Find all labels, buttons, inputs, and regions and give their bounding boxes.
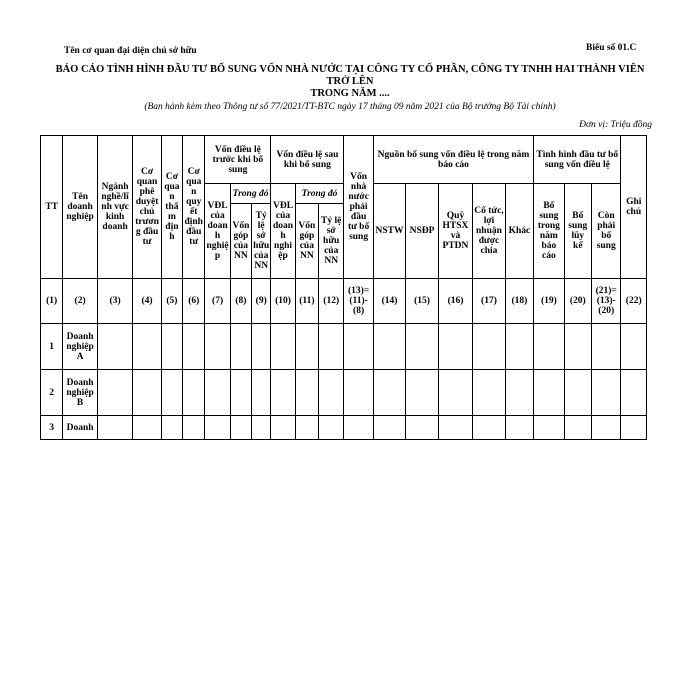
- before-vdl-header: VĐL của doanh nghiệp: [205, 184, 230, 279]
- col-decision-header: Cơ quan quyết định đầu tư: [183, 136, 205, 279]
- after-in-which-header: Trong đó: [295, 184, 344, 204]
- data-cell: [373, 324, 405, 370]
- data-cell: [438, 324, 473, 370]
- col-tt-header: TT: [41, 136, 63, 279]
- col-note-header: Ghi chú: [621, 136, 647, 279]
- col-number: (17): [473, 279, 505, 324]
- data-cell: [271, 324, 295, 370]
- table-row: [41, 370, 647, 416]
- col-number: (6): [183, 279, 205, 324]
- col-number: (4): [133, 279, 161, 324]
- column-number-row: [41, 279, 647, 324]
- data-cell: [295, 324, 318, 370]
- table-row: [41, 324, 647, 370]
- data-cell: [205, 370, 230, 416]
- before-state-contribution-header: Vốn góp của NN: [230, 204, 251, 279]
- col-number: (21)= (13)- (20): [591, 279, 620, 324]
- data-cell: [505, 416, 533, 440]
- data-cell: [534, 370, 564, 416]
- investment-report-table: [40, 135, 647, 440]
- data-cell: [230, 370, 251, 416]
- data-cell: [97, 324, 133, 370]
- col-approval-header: Cơ quan phê duyệt chủ trương đầu tư: [133, 136, 161, 279]
- data-cell: [252, 416, 271, 440]
- col-number: (13)= (11)- (8): [344, 279, 373, 324]
- col-number: (1): [41, 279, 63, 324]
- src-fund-header: Quỹ HTSX và PTDN: [438, 184, 473, 279]
- data-cell: [252, 370, 271, 416]
- col-number: (7): [205, 279, 230, 324]
- report-title-line1: BÁO CÁO TÌNH HÌNH ĐẦU TƯ BỔ SUNG VỐN NHÀ NƯỚC TẠI CÔNG TY CỔ PHẦN, CÔNG TY TNHH HAI THÀNH VIÊN TRỞ LÊN: [55, 64, 645, 87]
- data-cell: [271, 370, 295, 416]
- group-status-header: Tình hình đầu tư bổ sung vốn điều lệ: [534, 136, 621, 184]
- data-cell: [591, 324, 620, 370]
- data-cell: [97, 370, 133, 416]
- col-appraisal-header: Cơ quan thẩm định: [161, 136, 182, 279]
- col-sector-header: Ngành nghề/lĩnh vực kinh doanh: [97, 136, 133, 279]
- data-cell: [564, 324, 591, 370]
- row-tt: 1: [41, 324, 63, 370]
- data-cell: [621, 324, 647, 370]
- owner-agency-label: Tên cơ quan đại diện chủ sở hữu: [64, 46, 197, 56]
- report-title: [50, 64, 650, 100]
- data-cell: [230, 416, 251, 440]
- col-state-capital-header: Vốn nhà nước phải đầu tư bổ sung: [344, 136, 373, 279]
- col-number: (11): [295, 279, 318, 324]
- group-source-header: Nguồn bổ sung vốn điều lệ trong năm báo cáo: [373, 136, 533, 184]
- col-number: (5): [161, 279, 182, 324]
- data-cell: [406, 416, 438, 440]
- data-cell: [183, 324, 205, 370]
- src-nsdp-header: NSĐP: [406, 184, 438, 279]
- data-cell: [438, 416, 473, 440]
- data-cell: [406, 324, 438, 370]
- data-cell: [319, 370, 344, 416]
- data-cell: [591, 370, 620, 416]
- col-number: (14): [373, 279, 405, 324]
- data-cell: [161, 416, 182, 440]
- data-cell: [505, 370, 533, 416]
- data-cell: [621, 370, 647, 416]
- data-cell: [564, 370, 591, 416]
- col-number: (9): [252, 279, 271, 324]
- after-vdl-header: VĐL của doanh nghiệp: [271, 184, 295, 279]
- data-cell: [534, 416, 564, 440]
- data-cell: [271, 416, 295, 440]
- src-nstw-header: NSTW: [373, 184, 405, 279]
- data-cell: [161, 370, 182, 416]
- row-company-name: Doanh nghiệp A: [63, 324, 98, 370]
- data-cell: [505, 324, 533, 370]
- col-number: (22): [621, 279, 647, 324]
- data-cell: [621, 416, 647, 440]
- data-cell: [344, 416, 373, 440]
- data-cell: [438, 370, 473, 416]
- status-in-year-header: Bổ sung trong năm báo cáo: [534, 184, 564, 279]
- row-company-name: Doanh nghiệp B: [63, 370, 98, 416]
- data-cell: [344, 370, 373, 416]
- data-cell: [373, 416, 405, 440]
- col-number: (12): [319, 279, 344, 324]
- row-tt: 2: [41, 370, 63, 416]
- data-cell: [133, 416, 161, 440]
- row-tt: 3: [41, 416, 63, 440]
- group-after-header: Vốn điều lệ sau khi bổ sung: [271, 136, 344, 184]
- col-number: (20): [564, 279, 591, 324]
- data-cell: [252, 324, 271, 370]
- data-cell: [344, 324, 373, 370]
- before-state-ratio-header: Tỷ lệ sở hữu của NN: [252, 204, 271, 279]
- data-cell: [133, 370, 161, 416]
- data-cell: [133, 324, 161, 370]
- data-cell: [534, 324, 564, 370]
- data-cell: [564, 416, 591, 440]
- data-cell: [473, 324, 505, 370]
- issuance-note: (Ban hành kèm theo Thông tư số 77/2021/TT-BTC ngày 17 tháng 09 năm 2021 của Bộ trưởng Bộ Tài chính): [144, 102, 556, 112]
- data-cell: [406, 370, 438, 416]
- currency-unit: Đơn vị: Triệu đồng: [579, 120, 652, 130]
- data-cell: [295, 370, 318, 416]
- data-cell: [319, 324, 344, 370]
- data-cell: [183, 416, 205, 440]
- after-state-ratio-header: Tỷ lệ sở hữu của NN: [319, 204, 344, 279]
- src-dividend-header: Cổ tức, lợi nhuận được chia: [473, 184, 505, 279]
- data-cell: [473, 370, 505, 416]
- status-remaining-header: Còn phải bổ sung: [591, 184, 620, 279]
- col-number: (2): [63, 279, 98, 324]
- data-cell: [161, 324, 182, 370]
- src-other-header: Khác: [505, 184, 533, 279]
- data-cell: [473, 416, 505, 440]
- data-cell: [205, 416, 230, 440]
- col-number: (15): [406, 279, 438, 324]
- data-cell: [183, 370, 205, 416]
- data-cell: [373, 370, 405, 416]
- before-in-which-header: Trong đó: [230, 184, 271, 204]
- data-cell: [319, 416, 344, 440]
- col-number: (3): [97, 279, 133, 324]
- data-cell: [97, 416, 133, 440]
- row-company-name: Doanh: [63, 416, 98, 440]
- col-number: (8): [230, 279, 251, 324]
- col-name-header: Tên doanh nghiệp: [63, 136, 98, 279]
- data-cell: [591, 416, 620, 440]
- col-number: (18): [505, 279, 533, 324]
- table-row: [41, 416, 647, 440]
- col-number: (10): [271, 279, 295, 324]
- col-number: (16): [438, 279, 473, 324]
- data-cell: [205, 324, 230, 370]
- group-before-header: Vốn điều lệ trước khi bổ sung: [205, 136, 271, 184]
- status-cumulative-header: Bổ sung lũy kế: [564, 184, 591, 279]
- after-state-contribution-header: Vốn góp của NN: [295, 204, 318, 279]
- form-number: Biểu số 01.C: [586, 43, 637, 53]
- data-cell: [295, 416, 318, 440]
- data-cell: [230, 324, 251, 370]
- col-number: (19): [534, 279, 564, 324]
- report-title-line2: TRONG NĂM ....: [310, 88, 390, 99]
